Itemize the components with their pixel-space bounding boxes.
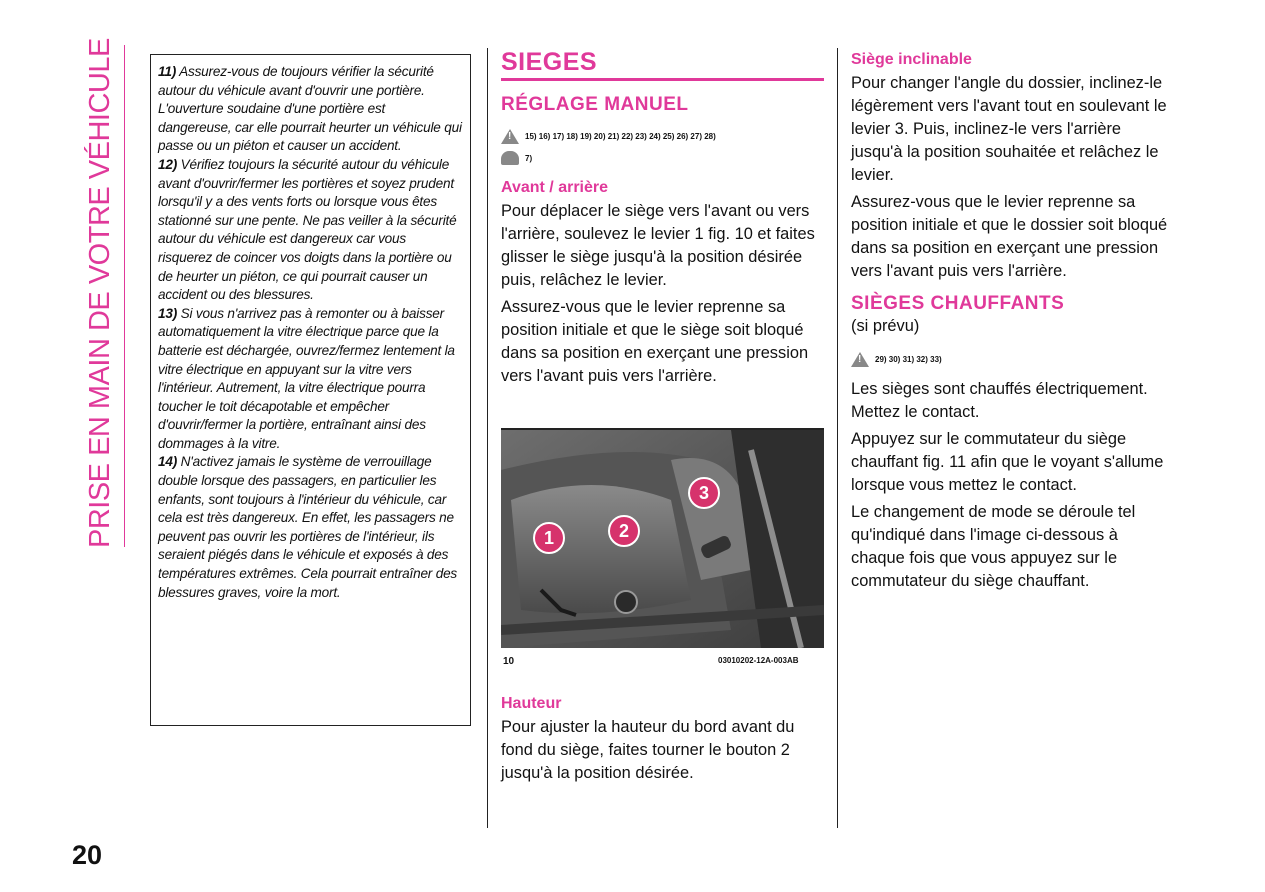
inclinable-heading: Siège inclinable [851,51,972,68]
right-column [851,50,1171,593]
warning-triangle-icon [851,352,869,367]
section-title: SIEGES [501,48,598,76]
warning-item: 11) Assurez-vous de toujours vérifier la sécurité autour du véhicule avant d'ouvrir une portière. L'ouverture soudaine d'une portière est dangereuse, car elle pourrait heurter un véhicule qui passe ou un piéton et causer un accident. [158,64,462,154]
warning-item: 14) N'activez jamais le système de verrouillage double lorsque des passagers, en particulier les enfants, sont toujours à l'intérieur du véhicule, car cela est très dangereux. En effet, les passagers ne peuvent pas ouvrir les portières de l'intérieur, ils seraient piégés dans le véhicule et exposés à des températures extrêmes. Cela pourrait entraîner des blessures graves, voire la mort. [158,454,458,600]
figure-number: 10 [503,656,515,667]
column-divider-1 [487,48,488,828]
warnings-box [150,54,471,726]
hauteur-heading: Hauteur [501,695,562,712]
avant-heading: Avant / arrière [501,179,609,196]
avant-paragraph-2: Assurez-vous que le levier reprenne sa position initiale et que le siège soit bloqué dans sa position en exerçant une pression vers l'avant puis vers l'arrière. [501,298,809,385]
seat-figure-image [501,428,824,648]
hauteur-paragraph: Pour ajuster la hauteur du bord avant du fond du siège, faites tourner le bouton 2 jusqu'à la position désirée. [501,718,795,782]
heated-paragraph-3: Le changement de mode se déroule tel qu'indiqué dans l'image ci-dessous à chaque fois que vous appuyez sur le commutateur du siège chauffant. [851,503,1136,590]
car-icon [501,151,519,165]
figure-marker-3: 3 [688,477,720,509]
car-refs: 7) [501,149,824,167]
heated-seats-subtitle: (si prévu) [851,317,920,335]
heated-paragraph-1: Les sièges sont chauffés électriquement. Mettez le contact. [851,380,1148,421]
warning-item: 13) Si vous n'arrivez pas à remonter ou à baisser automatiquement la vitre électrique parce que la batterie est déchargée, ouvrez/fermez lentement la vitre électrique en appuyant sur la vitre vers l'intérieur. Autrement, la vitre électrique pourra toucher le toit décapotable et empêcher d'ouvrir/fermer la portière, entraînant ainsi des dommages à la vitre. [158,305,455,451]
hauteur-section [501,694,824,785]
inclinable-paragraph-2: Assurez-vous que le levier reprenne sa position initiale et que le dossier soit bloqué dans sa position en exerçant une pression vers l'avant puis vers l'arrière. [851,193,1168,280]
warning-triangle-icon [501,129,519,144]
side-divider [124,45,125,547]
heated-paragraph-2: Appuyez sur le commutateur du siège chauffant fig. 11 afin que le voyant s'allume lorsque vous mettez le contact. [851,430,1164,494]
avant-paragraph-1: Pour déplacer le siège vers l'avant ou vers l'arrière, soulevez le levier 1 fig. 10 et faites glisser le siège jusqu'à la position désirée puis, relâchez le levier. [501,202,815,289]
figure-marker-2: 2 [608,515,640,547]
figure-marker-1: 1 [533,522,565,554]
middle-column [501,48,824,388]
section-side-title: PRISE EN MAIN DE VOTRE VÉHICULE [84,38,116,548]
figure-code: 03010202-12A-003AB [718,656,799,665]
page-number: 20 [72,840,103,870]
warning-item: 12) Vérifiez toujours la sécurité autour du véhicule avant d'ouvrir/fermer les portières et soyez prudent lorsqu'il y a des vents forts ou lorsque vous êtes stationné sur une pente. Ne pas veiller à la sécurité autour du véhicule est dangereux car vous risquerez de coincer vos doigts dans la portière ou de heurter un piéton, ce qui pourrait causer un accident ou des blessures. [158,156,457,303]
title-rule [501,78,824,81]
column-divider-2 [837,48,838,828]
subsection-title: RÉGLAGE MANUEL [501,94,689,115]
warning-refs: ! 15) 16) 17) 18) 19) 20) 21) 22) 23) 24) 25) 26) 27) 28) [501,127,824,145]
heated-warning-refs: ! 29) 30) 31) 32) 33) [851,350,1171,368]
inclinable-paragraph-1: Pour changer l'angle du dossier, inclinez-le légèrement vers l'avant tout en soulevant le levier 3. Puis, inclinez-le vers l'arrière jusqu'à la position souhaitée et relâchez le levier. [851,74,1167,184]
heated-seats-title: SIÈGES CHAUFFANTS [851,293,1065,314]
